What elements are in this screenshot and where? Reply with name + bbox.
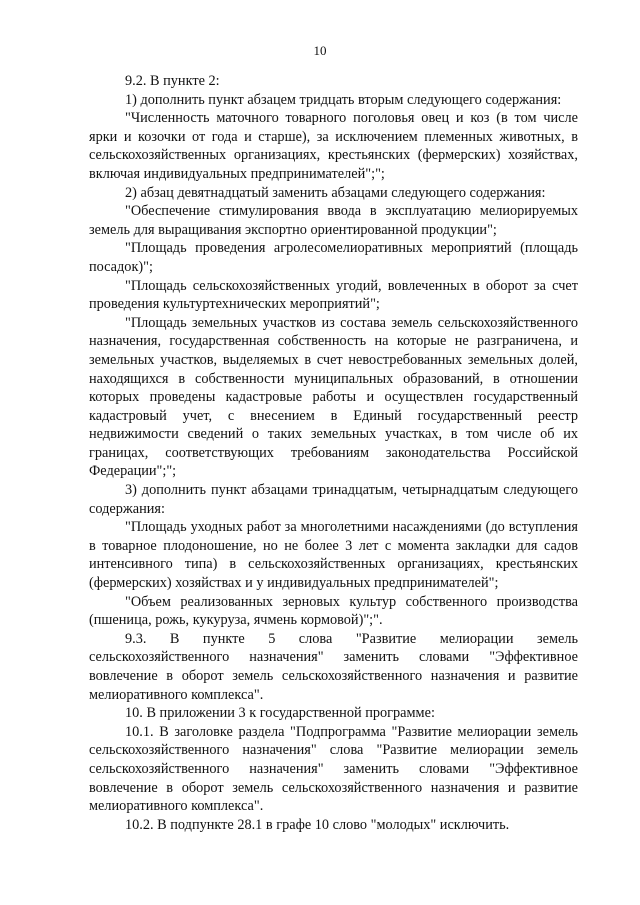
paragraph-10-1: 10.1. В заголовке раздела "Подпрограмма "Развитие мелиорации земель сельскохозяйственного назначения" слова "Развитие мелиорации земель сельскохозяйственного назначения" заменить словами "Эффективное вовлечение в оборот земель сельскохозяйственного назначения и развитие мелиоративного комплекса". bbox=[89, 723, 578, 815]
paragraph-item-2: 2) абзац девятнадцатый заменить абзацами следующего содержания: bbox=[125, 184, 546, 201]
paragraph-9-2-heading: 9.2. В пункте 2: bbox=[125, 73, 220, 89]
paragraph-10: 10. В приложении 3 к государственной программе: bbox=[125, 705, 435, 722]
paragraph-quote-sheep-goats: "Численность маточного товарного поголовья овец и коз (в том числе ярки и козочки от года и старше), за исключением племенных животных, в сельскохозяйственных организациях, крестьянских (фермерских) хозяйствах, включая индивидуальных предпринимателей";"; bbox=[89, 110, 578, 182]
paragraph-item-1: 1) дополнить пункт абзацем тридцать вторым следующего содержания: bbox=[125, 91, 562, 108]
paragraph-item-3: 3) дополнить пункт абзацами тринадцатым, четырнадцатым следующего содержания: bbox=[89, 482, 578, 517]
paragraph-quote-grain: "Объем реализованных зерновых культур собственного производства (пшеница, рожь, кукуруза, ячмень кормовой)";". bbox=[89, 593, 578, 629]
paragraph-quote-agroforestry: "Площадь проведения агролесомелиоративных мероприятий (площадь посадок)"; bbox=[89, 240, 578, 275]
paragraph-9-3: 9.3. В пункте 5 слова "Развитие мелиорации земель сельскохозяйственного назначения" заменить словами "Эффективное вовлечение в оборот земель сельскохозяйственного назначения и развитие мелиоративного комплекса". bbox=[89, 630, 578, 703]
paragraph-quote-irrigation: "Обеспечение стимулирования ввода в эксплуатацию мелиорируемых земель для выращивания экспортно ориентированной продукции"; bbox=[89, 203, 578, 238]
paragraph-10-2: 10.2. В подпункте 28.1 в графе 10 слово "молодых" исключить. bbox=[125, 816, 510, 833]
page-number: 10 bbox=[313, 43, 327, 58]
document-body bbox=[89, 72, 578, 834]
paragraph-quote-land-plots: "Площадь земельных участков из состава земель сельскохозяйственного назначения, государственная собственность на которые не разграничена, и земельных участков, выделяемых в счет невостребованных земельных долей, находящихся в собственности муниципальных образований, в отношении которых проведены кадастровые работы и осуществлен государственный кадастровый учет, с внесением в Единый государственный реестр недвижимости сведений о таких земельных участках, в том числе об их границах, соответствующих требованиям законодательства Российской Федерации";"; bbox=[89, 314, 578, 480]
paragraph-quote-orchards: "Площадь уходных работ за многолетними насаждениями (до вступления в товарное плодоношение, но не более 3 лет с момента закладки для садов интенсивного типа) в сельскохозяйственных организациях, крестьянских (фермерских) хозяйствах и у индивидуальных предпринимателей"; bbox=[89, 519, 578, 592]
paragraph-quote-cultural-technical: "Площадь сельскохозяйственных угодий, вовлеченных в оборот за счет проведения культуртехнических мероприятий"; bbox=[89, 277, 578, 313]
